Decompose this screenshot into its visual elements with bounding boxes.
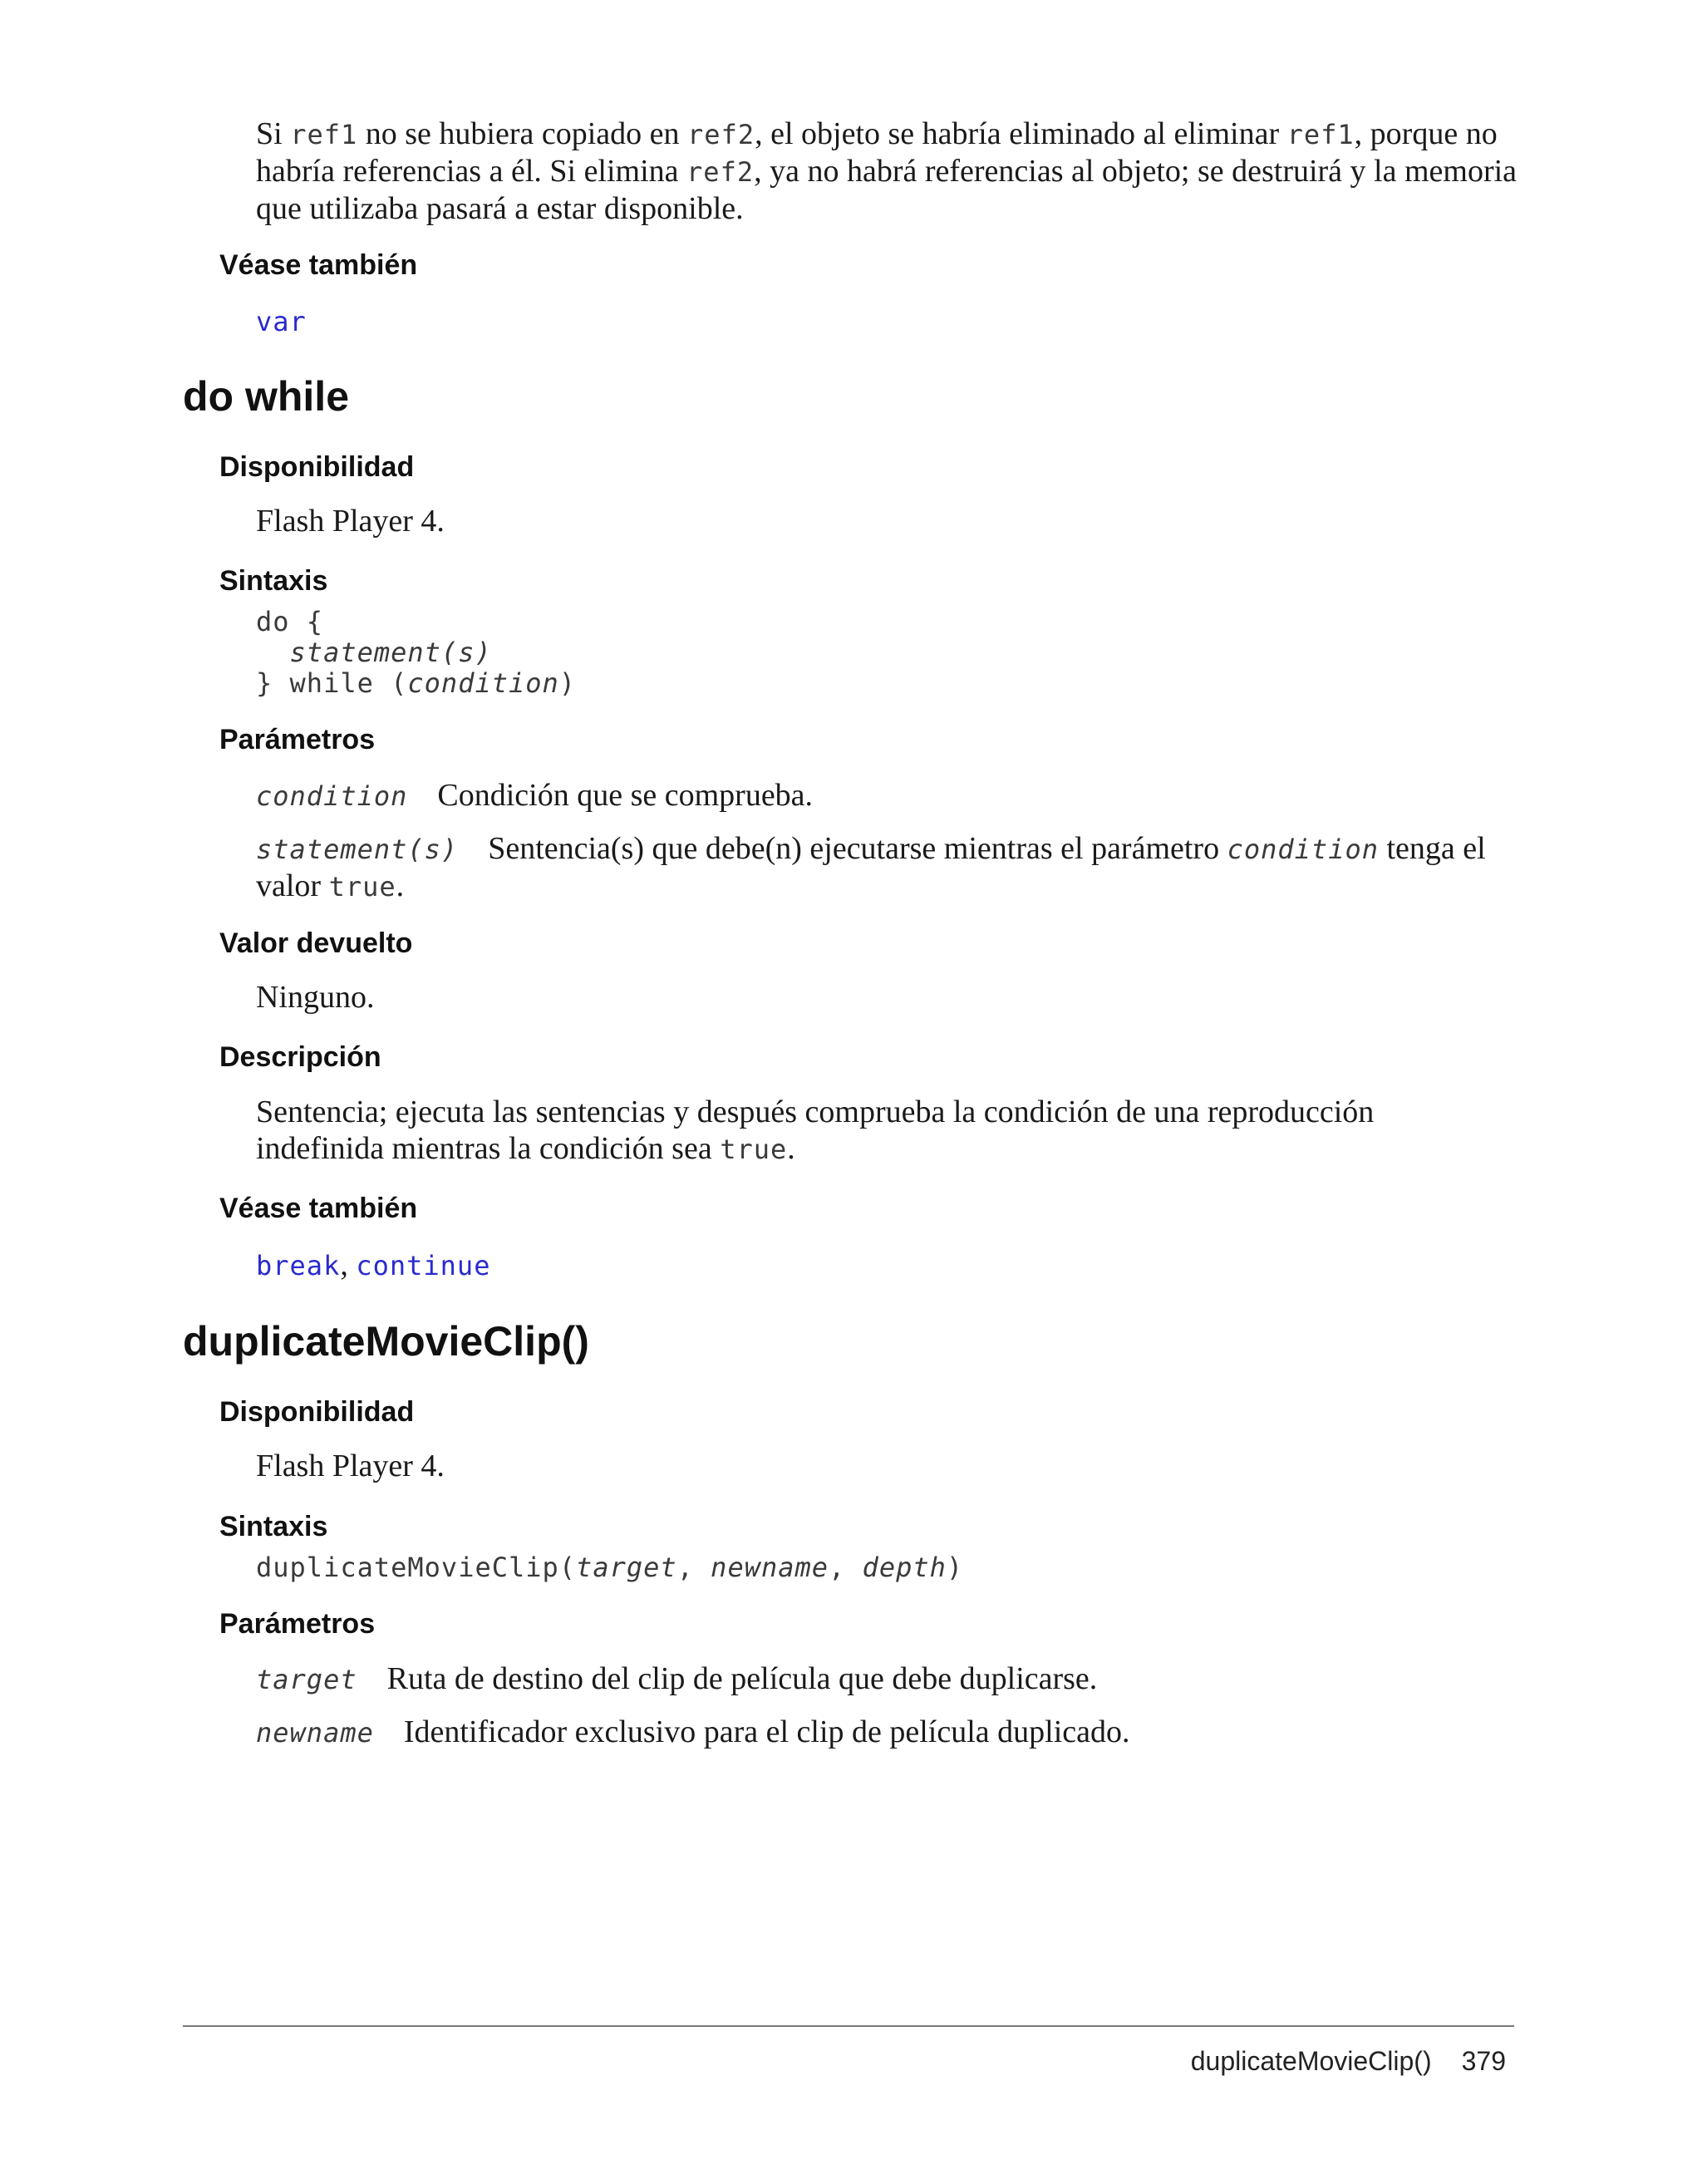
availability-heading: Disponibilidad	[219, 451, 415, 483]
separator: ,	[340, 1247, 357, 1282]
code-param: newname	[711, 1552, 829, 1583]
code-sep: ,	[676, 1552, 711, 1583]
params-heading: Parámetros	[219, 1608, 376, 1640]
availability-heading: Disponibilidad	[219, 1396, 415, 1428]
intro-paragraph	[256, 116, 1519, 227]
param-desc: Sentencia(s) que debe(n) ejecutarse mientras el parámetro	[488, 831, 1227, 866]
param-desc: Ruta de destino del clip de película que debe duplicarse.	[386, 1661, 1098, 1696]
section-title-do-while: do while	[183, 373, 349, 420]
see-also-link-var[interactable]: var	[256, 306, 307, 337]
code-line: statement(s)	[289, 637, 492, 668]
param-target	[256, 1660, 1519, 1698]
footer-rule	[183, 2025, 1514, 2027]
param-desc: Condición que se comprueba.	[437, 778, 814, 813]
description-heading: Descripción	[219, 1041, 381, 1073]
code-param: depth	[862, 1552, 947, 1583]
description-text	[256, 1094, 1436, 1168]
see-also-link-break[interactable]: break	[256, 1250, 341, 1281]
code-line: do {	[256, 606, 324, 637]
see-also-heading: Véase también	[219, 249, 418, 281]
return-heading: Valor devuelto	[219, 927, 413, 959]
param-desc: Identificador exclusivo para el clip de película duplicado.	[403, 1714, 1130, 1749]
see-also-links	[256, 1247, 1519, 1284]
param-name: condition	[256, 780, 408, 812]
code-fn: duplicateMovieClip(	[256, 1552, 577, 1583]
code-line: )	[558, 667, 577, 699]
code-ref1: ref1	[290, 119, 358, 150]
param-newname	[256, 1714, 1519, 1751]
intro-text: Si	[256, 116, 291, 151]
code-sep: ,	[829, 1552, 863, 1583]
syntax-code-line	[256, 1552, 963, 1583]
param-desc: .	[396, 868, 405, 903]
desc-text: Sentencia; ejecuta las sentencias y después comprueba la condición de una reproducción indefinida mientras la condición sea	[256, 1094, 1375, 1166]
code-value: true	[720, 1134, 788, 1165]
code-line: } while (	[256, 667, 408, 699]
param-condition	[256, 777, 1519, 814]
param-statements	[256, 830, 1519, 905]
param-desc: tenga el valor	[256, 831, 1486, 903]
code-param: condition	[1227, 834, 1379, 865]
code-value: true	[328, 871, 396, 903]
availability-text: Flash Player 4.	[256, 1449, 445, 1483]
section-title-duplicatemovieclip: duplicateMovieClip()	[183, 1318, 589, 1365]
code-ref1: ref1	[1286, 119, 1355, 150]
code-param: target	[576, 1552, 677, 1583]
syntax-code-block	[256, 607, 576, 699]
intro-text: no se hubiera copiado en	[357, 116, 688, 151]
param-name: target	[256, 1664, 357, 1695]
page-number: 379	[1461, 2046, 1506, 2076]
page-footer	[1191, 2046, 1506, 2077]
param-name: statement(s)	[256, 834, 459, 865]
params-heading: Parámetros	[219, 724, 376, 755]
footer-section-title: duplicateMovieClip()	[1190, 2046, 1432, 2076]
intro-text: , el objeto se habría eliminado al eliminar	[755, 116, 1287, 151]
return-value: Ninguno.	[256, 980, 375, 1015]
code-ref2: ref2	[686, 156, 755, 188]
see-also-heading: Véase también	[219, 1193, 418, 1224]
code-ref2: ref2	[687, 119, 755, 150]
see-also-link-continue[interactable]: continue	[356, 1250, 491, 1281]
syntax-heading: Sintaxis	[219, 565, 328, 597]
desc-text: .	[787, 1131, 795, 1166]
availability-text: Flash Player 4.	[256, 504, 445, 539]
code-sep: )	[946, 1552, 964, 1583]
syntax-heading: Sintaxis	[219, 1511, 328, 1542]
intro-text: , porque no habría referencias a él. Si elimina	[256, 116, 1498, 189]
code-param: condition	[407, 667, 559, 699]
param-name: newname	[256, 1717, 374, 1749]
intro-text: , ya no habrá referencias al objeto; se destruirá y la memoria que utilizaba pasará a estar disponible.	[256, 154, 1518, 226]
